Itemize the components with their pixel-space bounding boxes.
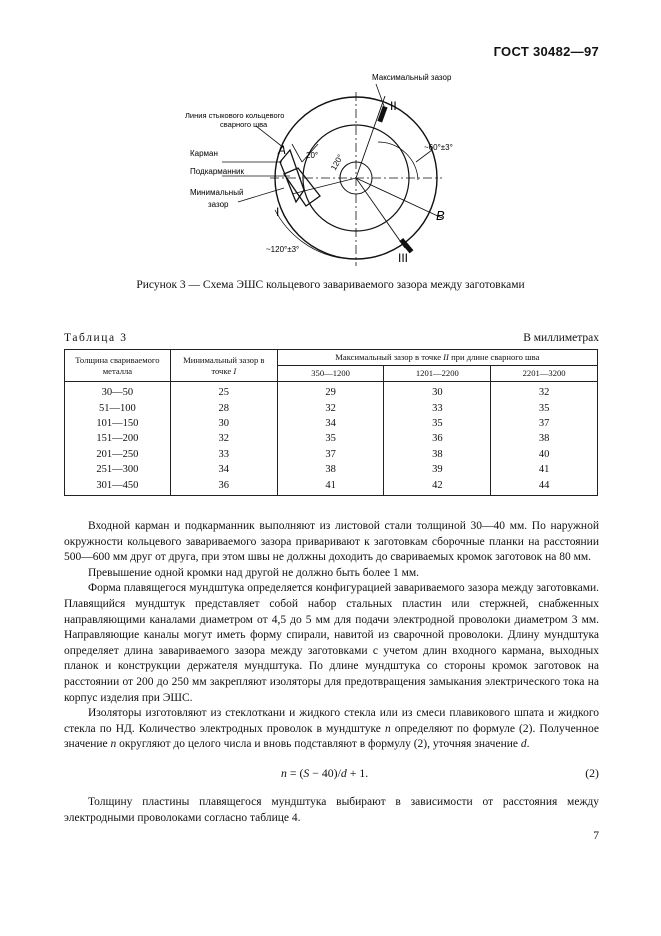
standard-number: ГОСТ 30482—97 bbox=[493, 44, 599, 59]
table-cell: 30—50 bbox=[65, 382, 171, 401]
table-row bbox=[65, 462, 598, 477]
formula: n = (S − 40)/d + 1. bbox=[281, 766, 369, 780]
svg-text:В: В bbox=[436, 208, 445, 223]
svg-text:I: I bbox=[276, 205, 280, 219]
table-cell: 30 bbox=[384, 382, 491, 401]
axis-i bbox=[292, 178, 356, 194]
page-number: 7 bbox=[593, 830, 599, 842]
text-block-2 bbox=[64, 795, 599, 826]
table-units: В миллиметрах bbox=[523, 332, 599, 344]
paragraph-3: Форма плавящегося мундштука определяется конфигурацией завариваемого зазора между заготовками. Плавящийся мундштук представляет собой набор стальных пластин или стержней, снабженных направляющими каналами диаметром от 4,5 до 5 мм для подачи электродной проволоки диаметром 3 мм. Направляющие каналы могут иметь форму спирали, навитой из сварочной проволоки. Длину мундштука определяет длина завариваемого зазора между заготовками с учетом длин входного кармана, выходных планок и конструкции держателя мундштука. По длине мундштука со стороны кромок заготовок на расстоянии от 200 до 250 мм закрепляют изоляторы для предотвращения замыкания электрического тока на корпус изделия при ЭШС. bbox=[64, 582, 599, 704]
table-row bbox=[65, 477, 598, 495]
svg-text:~60°±3°: ~60°±3° bbox=[424, 143, 453, 152]
table-row bbox=[65, 447, 598, 462]
gap-table bbox=[64, 349, 598, 496]
header-min-gap: Минимальный зазор в точке I bbox=[170, 350, 277, 382]
figure-caption: Рисунок 3 — Схема ЭШС кольцевого завариваемого зазора между заготовками bbox=[136, 279, 525, 291]
svg-text:Подкарманник: Подкарманник bbox=[190, 167, 245, 176]
formula-number: (2) bbox=[585, 766, 599, 780]
table-row bbox=[65, 400, 598, 415]
table-cell: 35 bbox=[384, 416, 491, 431]
table-cell: 32 bbox=[277, 400, 384, 415]
paragraph-4: Изоляторы изготовляют из стеклоткани и жидкого стекла или из смеси плавикового шпата и жидкого стекла по НД. Количество электродных проволок в мундштуке n определяют по формуле (2). Полученное значение n округляют до целого числа и вновь подставляют в формулу (2), уточняя значение d. bbox=[64, 707, 599, 751]
table-cell: 40 bbox=[491, 447, 598, 462]
table-cell: 39 bbox=[384, 462, 491, 477]
svg-text:II: II bbox=[390, 99, 397, 113]
svg-text:А: А bbox=[278, 143, 287, 157]
table-cell: 41 bbox=[277, 477, 384, 495]
table-cell: 38 bbox=[491, 431, 598, 446]
table-cell: 37 bbox=[491, 416, 598, 431]
table-cell: 30 bbox=[170, 416, 277, 431]
svg-text:~120°±3°: ~120°±3° bbox=[266, 245, 300, 254]
arc-60 bbox=[378, 142, 418, 180]
table-row bbox=[65, 382, 598, 401]
svg-text:Максимальный зазор: Максимальный зазор bbox=[372, 73, 452, 82]
table-cell: 251—300 bbox=[65, 462, 171, 477]
svg-text:Карман: Карман bbox=[190, 149, 218, 158]
svg-text:20°: 20° bbox=[306, 151, 319, 160]
table-cell: 38 bbox=[384, 447, 491, 462]
table-cell: 34 bbox=[277, 416, 384, 431]
leader-max-gap bbox=[376, 84, 384, 106]
table-cell: 34 bbox=[170, 462, 277, 477]
table-cell: 44 bbox=[491, 477, 598, 495]
table-cell: 51—100 bbox=[65, 400, 171, 415]
paragraph-2: Превышение одной кромки над другой не должно быть более 1 мм. bbox=[88, 566, 420, 579]
axis-b bbox=[356, 178, 442, 218]
svg-text:120°: 120° bbox=[329, 153, 346, 172]
table-row bbox=[65, 416, 598, 431]
table-cell: 28 bbox=[170, 400, 277, 415]
paragraph-1: Входной карман и подкарманник выполняют из листовой стали толщиной 30—40 мм. По наружной окружности кольцевого завариваемого зазора приваривают к заготовкам сборочные планки на расстоянии 500—600 мм друг от друга, при этом швы не должны доходить до свариваемых кромок заготовок на 80 мм. bbox=[64, 520, 599, 564]
table-cell: 38 bbox=[277, 462, 384, 477]
table-cell: 301—450 bbox=[65, 477, 171, 495]
paragraph-5: Толщину пластины плавящегося мундштука выбирают в зависимости от расстояния между электродными проволоками согласно таблице 4. bbox=[64, 796, 599, 824]
table-cell: 35 bbox=[491, 400, 598, 415]
table-cell: 32 bbox=[491, 382, 598, 401]
svg-text:зазор: зазор bbox=[208, 200, 229, 209]
header-thickness: Толщина свариваемого металла bbox=[65, 350, 171, 382]
table-cell: 33 bbox=[384, 400, 491, 415]
table-cell: 201—250 bbox=[65, 447, 171, 462]
subheader-2: 1201—2200 bbox=[384, 366, 491, 382]
subheader-3: 2201—3200 bbox=[491, 366, 598, 382]
table-cell: 32 bbox=[170, 431, 277, 446]
text-block-1 bbox=[64, 519, 599, 753]
table-row bbox=[65, 431, 598, 446]
table-cell: 36 bbox=[384, 431, 491, 446]
table-cell: 101—150 bbox=[65, 416, 171, 431]
table-cell: 29 bbox=[277, 382, 384, 401]
table-cell: 41 bbox=[491, 462, 598, 477]
table-cell: 37 bbox=[277, 447, 384, 462]
table-cell: 42 bbox=[384, 477, 491, 495]
table-title: Таблица 3 bbox=[64, 332, 128, 344]
axis-ii bbox=[356, 96, 385, 178]
table-cell: 151—200 bbox=[65, 431, 171, 446]
subheader-1: 350—1200 bbox=[277, 366, 384, 382]
table-cell: 25 bbox=[170, 382, 277, 401]
table-cell: 33 bbox=[170, 447, 277, 462]
svg-text:сварного шва: сварного шва bbox=[220, 120, 268, 129]
axis-iii bbox=[356, 178, 405, 248]
table-cell: 35 bbox=[277, 431, 384, 446]
svg-text:Линия стыкового кольцевого: Линия стыкового кольцевого bbox=[185, 111, 285, 120]
svg-text:III: III bbox=[398, 251, 409, 265]
esw-gap-scheme bbox=[180, 70, 470, 275]
figure-diagram bbox=[180, 70, 470, 275]
svg-text:Минимальный: Минимальный bbox=[190, 188, 244, 197]
table-cell: 36 bbox=[170, 477, 277, 495]
header-max-gap: Максимальный зазор в точке II при длине сварного шва bbox=[277, 350, 597, 366]
